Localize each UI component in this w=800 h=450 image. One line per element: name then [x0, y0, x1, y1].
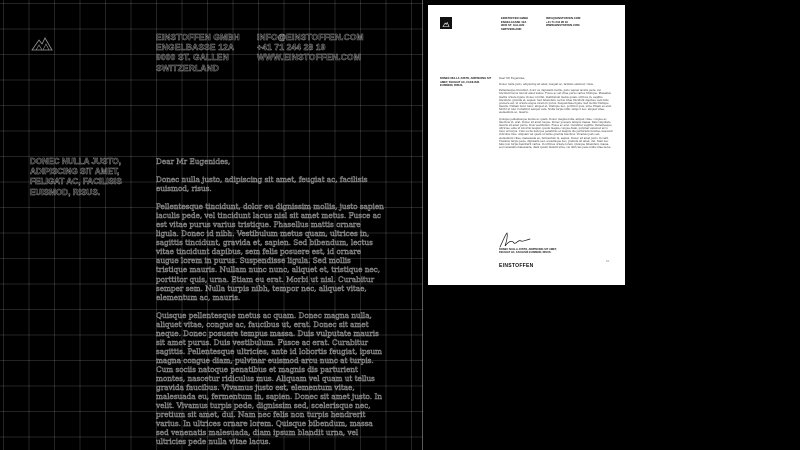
company-contact-block	[257, 32, 364, 63]
company-street: ENGELBASSE 12A	[156, 42, 235, 53]
paper-recipient-block: DONEC NULLA JUSTO, ADIPISCING SIT AMET, FEUGIAT AC, FACILISIS EUISMOD, RISUS.	[440, 77, 492, 87]
paper-company-name: EINSTOFFEN GMBH	[501, 16, 528, 20]
letter-paragraph-2: Pellentesque tincidunt, dolor eu dignissim mollis, justo sapien iaculis pede, vel tincidunt lacus nisl sit amet metus. Fusce ac est vitae purus varius tristique. Phasellus mattis ornare ligula. Donec id nibh. Vestibulum metus quam, ultrices in, sagittis tincidunt, gravida et, sapien. Sed bibendum, lectus vitae tincidunt dapibus, sem felis posuere est, id ornare augue lorem in purus. Suspendisse ligula. Sed mollis tristique mauris. Nullam nunc nunc, aliquet et, tristique nec, porttitor quis, urna. Etiam eu erat. Morbi ut nisl. Curabitur semper sem. Nulla turpis nibh, tempor nec, aliquet vitae, elementum ac, mauris.	[156, 202, 384, 302]
company-name: EINSTOFFEN GMBH	[156, 32, 240, 42]
company-country: SWITZERLAND	[156, 62, 220, 73]
paper-company-country: SWITZERLAND	[501, 26, 522, 31]
mountain-icon	[31, 35, 53, 51]
paper-company-city: 9000 ST. GALLEN	[501, 23, 525, 28]
paper-letter-greeting: Dear Mr Eugenides,	[499, 77, 526, 80]
letter-paragraph-1: Donec nulla justo, adipiscing sit amet, feugiat ac, facilisis euismod, risus.	[156, 175, 368, 194]
paper-letter-paragraph-1: Donec nulla justo, adipiscing sit amet, feugiat ac, facilisis euismod, risus.	[499, 83, 594, 87]
signature-image	[498, 231, 532, 249]
letter-paragraph-3: Quisque pellentesque metus ac quam. Donec magna nulla, aliquet vitae, congue ac, faucibus ut, erat. Donec sit amet neque. Donec posuere tempus massa. Duis vulputate mauris sit amet purus. Duis vestibulum. Fusce ac erat. Curabitur sagittis. Pellentesque ultricies, ante id lobortis feugiat, ipsum magna congue diam, pulvinar euismod arcu nunc at turpis. Cum sociis natoque penatibus et magnis dis parturient montes, nascetur ridiculus mus. Aliquam vel quam ut tellus gravida faucibus. Vivamus justo est, elementum vitae, malesuada eu, fermentum in, sapien. Donec sit amet justo. In velit. Vivamus turpis pede, dignissim sed, scelerisque nec, pretium sit amet, dui. Nam nec felis non turpis hendrerit varius. In ultrices ornare lorem. Quisque bibendum, massa sed venenatis malesuada, diam ipsum blandit urna, vel ultricies pede nulla vitae lacus.	[156, 310, 382, 447]
company-email: INFO@EINSTOFFEN.COM	[257, 32, 364, 42]
paper-letter-body	[499, 77, 613, 152]
signature-name: DONEC NULLA JUSTO, ADIPISCING SIT AMET, FEUGIAT AC, FACILISIS EUISMOD, RISUS.	[499, 248, 557, 255]
company-phone: +41 71 244 28 19	[257, 42, 326, 53]
paper-letter-paragraph-2: Pellentesque tincidunt, dolor eu dignissim mollis, justo sapien iaculis pede, vel tincidunt lacus nisl sit amet metus. Fusce ac est vitae purus varius tristique. Phasellus mattis ornare ligula. Donec id nibh. Vestibulum metus quam, ultrices in, sagittis tincidunt, gravida et, sapien. Sed bibendum, lectus vitae tincidunt dapibus, sem felis posuere est, id ornare augue lorem in purus. Suspendisse ligula. Sed mollis tristique mauris. Nullam nunc nunc, aliquet et, tristique nec, porttitor quis, urna. Etiam eu erat. Morbi ut nisl. Curabitur semper sem. Nulla turpis nibh, tempor nec, aliquet vitae, elementum ac, mauris.	[499, 89, 612, 115]
paper-company-street: ENGELGASSE 12A	[501, 19, 527, 24]
paper-company-email: INFO@EINSTOFFEN.COM	[546, 16, 581, 20]
paper-letter-paragraph-3: Quisque pellentesque metus ac quam. Donec magna nulla, aliquet vitae, congue ac, faucibus ut, erat. Donec sit amet neque. Donec posuere tempus massa. Duis vulputate mauris sit amet purus. Duis vestibulum. Fusce ac erat. Curabitur sagittis. Pellentesque ultricies, ante id lobortis feugiat, ipsum magna congue diam, pulvinar euismod arcu nunc at turpis. Cum sociis natoque penatibus et magnis dis parturient montes, nascetur ridiculus mus. Aliquam vel quam ut tellus gravida faucibus. Vivamus justo est, elementum vitae, malesuada eu, fermentum in, sapien. Donec sit amet justo. In velit. Vivamus turpis pede, dignissim sed, scelerisque nec, pretium sit amet, dui. Nam nec felis non turpis hendrerit varius. In ultrices ornare lorem. Quisque bibendum, massa sed venenatis malesuada, diam ipsum blandit urna, vel ultricies pede nulla vitae lacus.	[499, 117, 613, 149]
paper-company-web: WWW.EINSTOFFEN.COM	[546, 23, 580, 28]
letter-greeting: Dear Mr Eugenides,	[156, 157, 231, 166]
logo-icon	[440, 17, 452, 29]
paper-company-block	[501, 17, 528, 31]
letter-body	[156, 157, 384, 450]
letter-paper-preview	[428, 5, 625, 285]
paper-company-phone: +41 71 244 28 19	[546, 19, 568, 24]
paper-contact-block	[546, 17, 580, 28]
footer-brand: EINSTOFFEN	[499, 263, 534, 269]
company-web: WWW.EINSTOFFEN.COM	[257, 52, 361, 63]
recipient-block: DONEC NULLA JUSTO, ADIPISCING SIT AMET, FELIGAT AC, FACILISIS EUISMOD, RISUS.	[30, 157, 122, 197]
company-address-block	[156, 32, 240, 73]
company-city: 9000 ST. GALLEN	[156, 52, 229, 63]
page-number: 1/1	[606, 260, 610, 263]
